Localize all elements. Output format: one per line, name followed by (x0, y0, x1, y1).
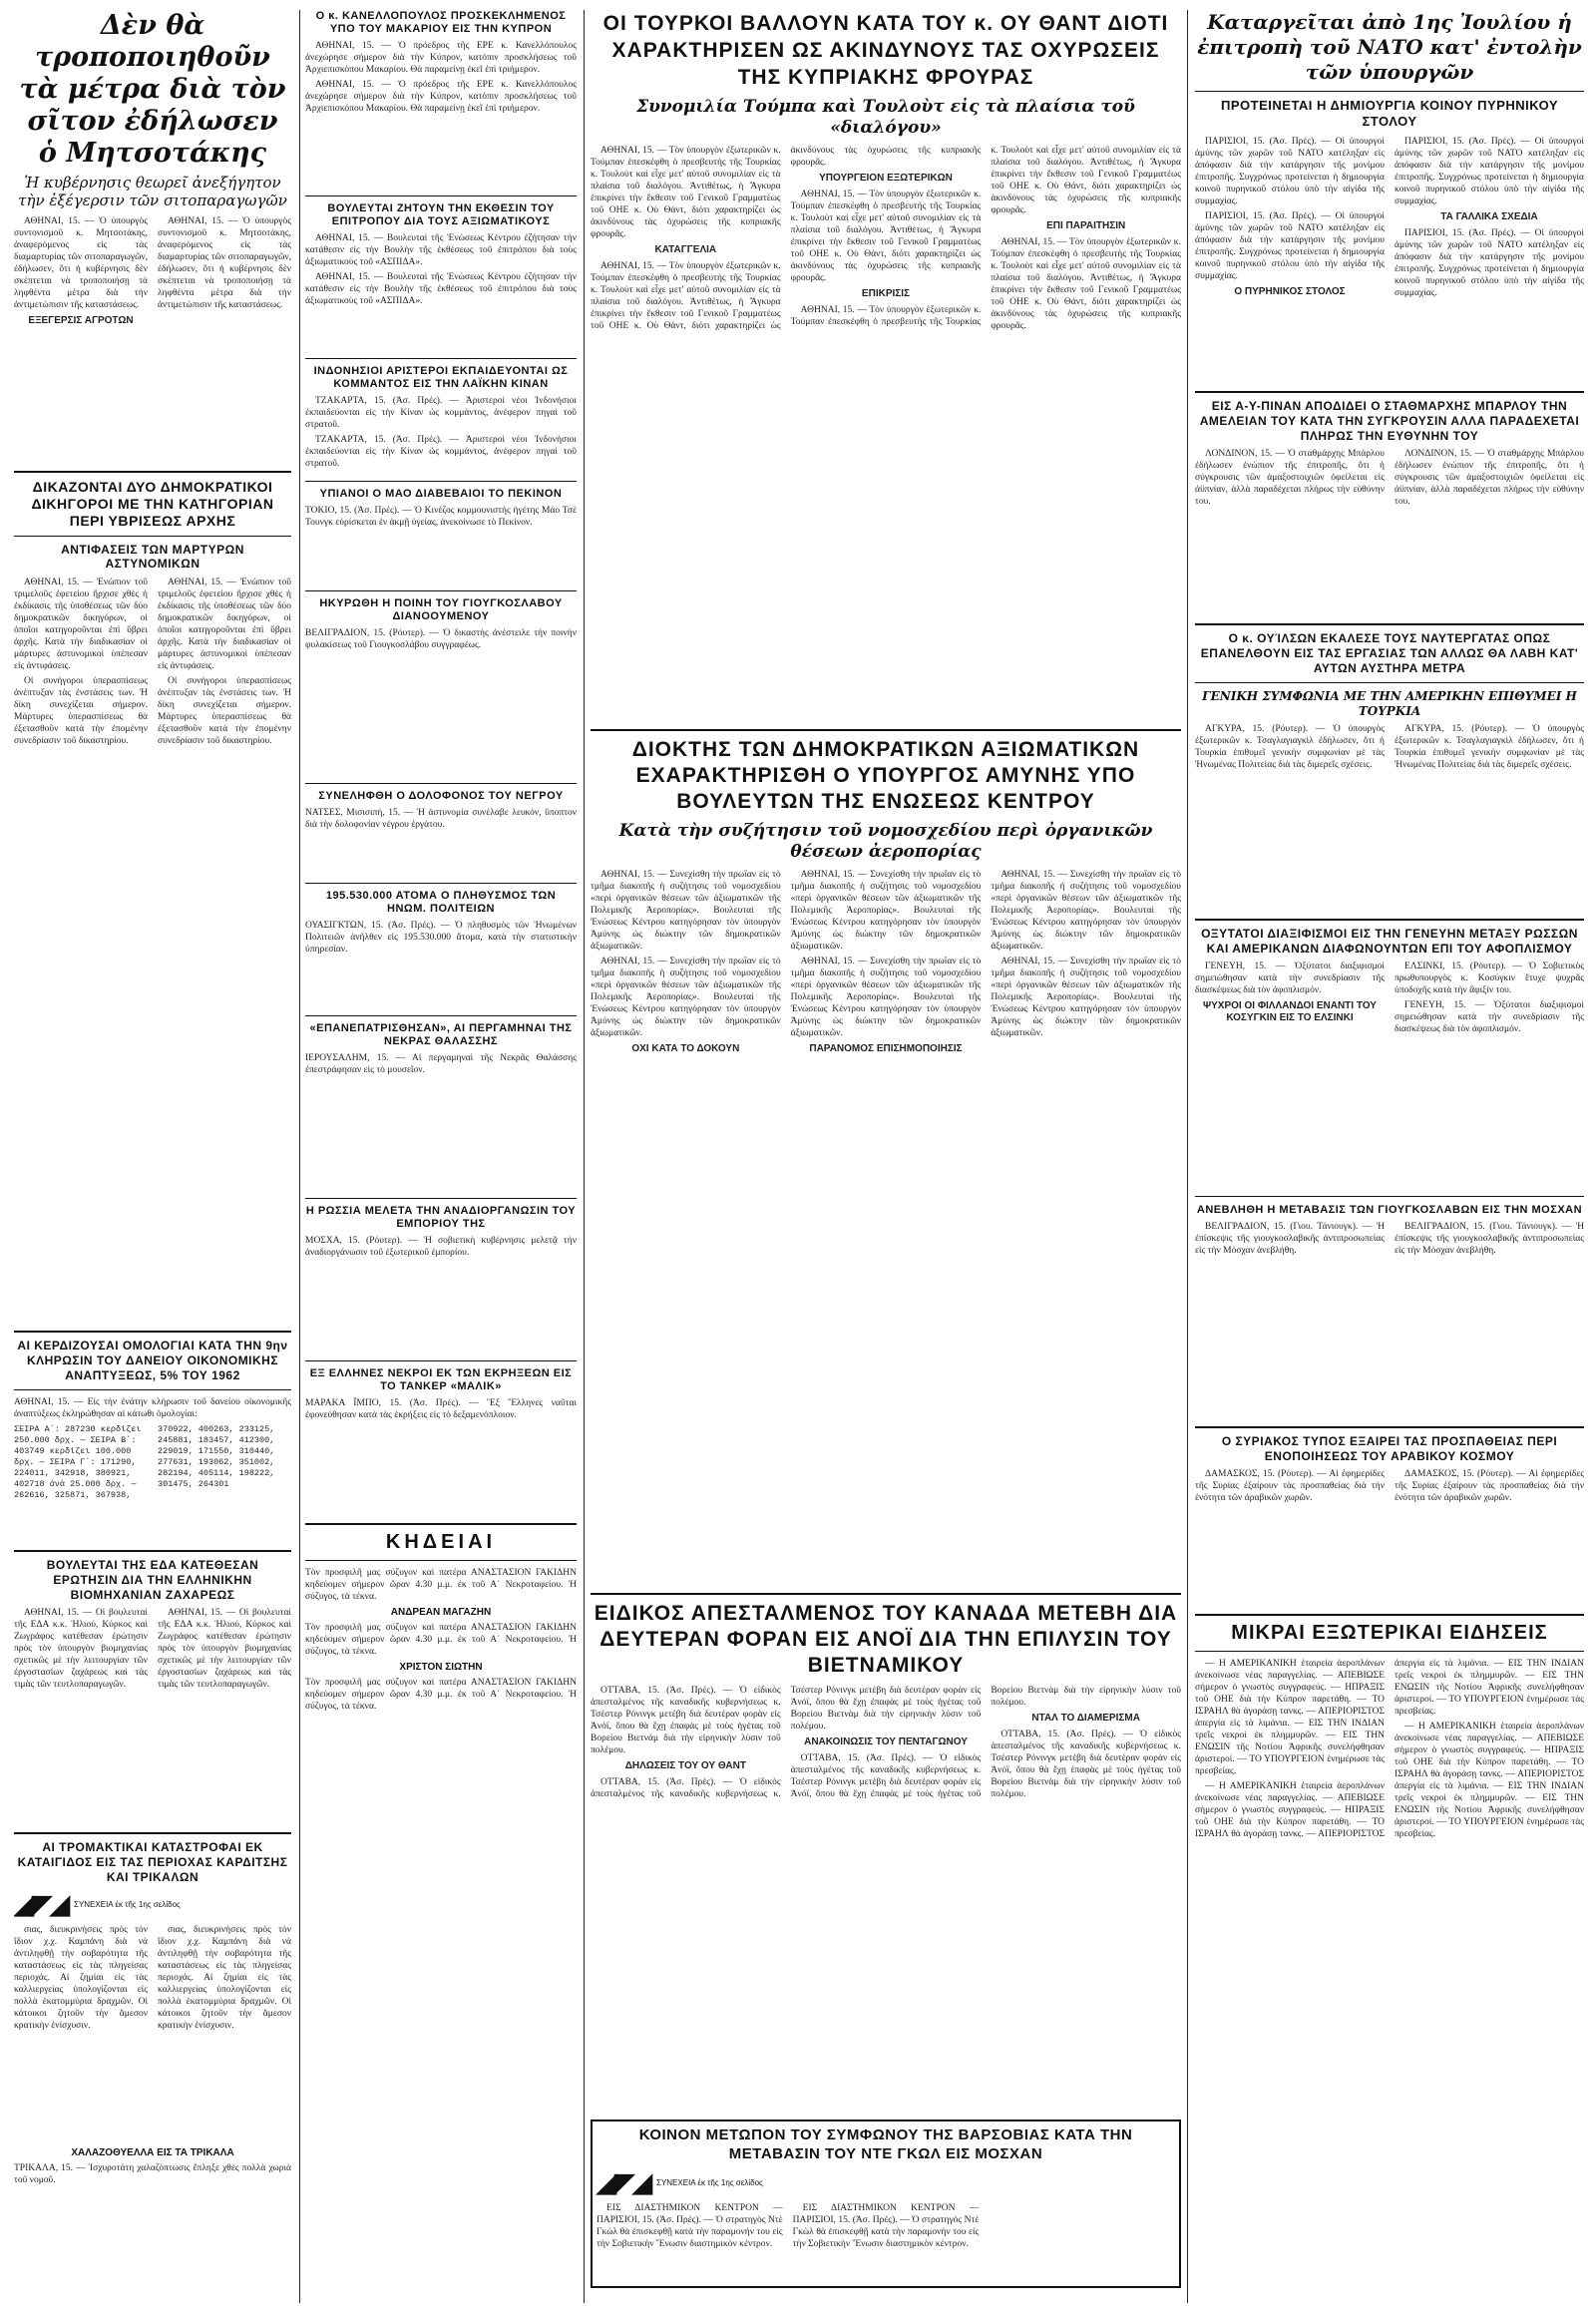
article-subhead: ΥΠΟΥΡΓΕΙΟΝ ΕΞΩΤΕΡΙΚΩΝ (819, 173, 953, 184)
headline-officers: ΔΙΟΚΤΗΣ ΤΩΝ ΔΗΜΟΚΡΑΤΙΚΩΝ ΑΞΙΩΜΑΤΙΚΩΝ ΕΧΑΡΑΚΤΗΡΙΣΘΗ Ο ΥΠΟΥΡΓΟΣ ΑΜΥΝΗΣ ΥΠΟ ΒΟΥΛΕΥΤΩΝ ΤΗΣ ΕΝΩΣΕΩΣ ΚΕΝΤΡΟΥ (631, 738, 1140, 813)
article-paragraph: ΑΘΗΝΑΙ, 15. — Βουλευταὶ τῆς Ἑνώσεως Κέντρου ἐζήτησαν τὴν κατάθεσιν εἰς τὴν Βουλὴν τῆς ἐκθέσεως τοῦ ἐπιτρόπου διὰ τοὺς ἀξιωματικοὺς τοῦ «ΑΣΠΙΔΑ». (305, 272, 577, 306)
headline-finland: ΨΥΧΡΟΙ ΟΙ ΦΙΛΛΑΝΔΟΙ ΕΝΑΝΤΙ ΤΟΥ ΚΟΣΥΓΚΙΝ ΕΙΣ ΤΟ ΕΛΣΙΝΚΙ (1203, 1000, 1377, 1023)
article-kanellopoulos (305, 40, 577, 190)
article-paragraph: ΑΘΗΝΑΙ, 15. — Τὸν ὑπουργὸν ἐξωτερικῶν κ. Τούμπαν ἐπεσκέφθη ὁ πρεσβευτὴς τῆς Τουρκίας κ. Τουλοὺτ καὶ εἶχε μετ' αὐτοῦ συνομιλίαν εἰς τὰ πλαίσια τοῦ διαλόγου. Ἀντιθέτως, ἡ Ἄγκυρα ἐπικρίνει τὴν ἔκθεσιν τοῦ Γενικοῦ Γραμματέως τοῦ ΟΗΕ κ. Οὺ Θάντ, διότι χαρακτηρίζει ὡς ἀκινδύνους τὰς ὀχυρώσεις τῆς κυπριακῆς φρουρᾶς. (991, 237, 1181, 331)
article-indonesia (305, 395, 577, 475)
article-paragraph: — Η ΑΜΕΡΙΚΑΝΙΚΗ ἑταιρεία ἀεροπλάνων ἀνεκοίνωσε νέας παραγγελίας. — ΑΠΕΒΙΩΣΕ σήμερον ὁ γνωστὸς συγγραφεύς. — ΗΠΡΑΞΙΣ τοῦ ΟΗΕ διὰ τὴν Κύπρον παρετάθη. — ΤΟ ΙΣΡΑΗΛ θὰ ἀγοράσῃ τανκς. — ΑΠΕΡΙΟΡΙΣΤΟΣ ἀπεργία εἰς τὰ λιμάνια. — ΕΙΣ ΤΗΝ ΙΝΔΙΑΝ τρεῖς νεκροὶ ἐκ πλημμυρῶν. — ΕΙΣ ΤΗΝ ΕΝΩΣΙΝ τῆς Νοτίου Ἀφρικῆς συνελήφθησαν ἀριστεροί. — ΤΟ ΥΠΟΥΡΓΕΙΟΝ ἐνημέρωσε τὰς πρεσβείας. (1195, 1659, 1584, 1839)
article-paragraph: ΑΘΗΝΑΙ, 15. — Ὁ πρόεδρος τῆς ΕΡΕ κ. Κανελλόπουλος ἀνεχώρησε σήμερον διὰ τὴν Κύπρον, κατόπιν προσκλήσεως τοῦ Ἀρχιεπισκόπου Μακαρίου. Θὰ παραμείνῃ ἐκεῖ ἐπὶ τριήμερον. (305, 41, 577, 75)
article-paragraph: ΑΘΗΝΑΙ, 15. — Συνεχίσθη τὴν πρωΐαν εἰς τὸ τμῆμα διακοπῆς ἡ συζήτησις τοῦ νομοσχεδίου «περὶ ὀργανικῶν θέσεων τῶν ἀξιωματικῶν τῆς Πολεμικῆς Ἀεροπορίας». Βουλευταὶ τῆς Ἑνώσεως Κέντρου κατηγόρησαν τὸν ὑπουργὸν Ἀμύνης ὡς διώκτην τῶν δημοκρατικῶν ἀξιωματικῶν. (991, 870, 1181, 952)
article-subhead: Ο ΠΥΡΗΝΙΚΟΣ ΣΤΟΛΟΣ (1234, 286, 1346, 297)
article-paragraph: ΒΕΛΙΓΡΑΔΙΟΝ, 15. (Γιου. Τάνιουγκ). — Ἡ ἐπίσκεψις τῆς γιουγκοσλαβικῆς ἀντιπροσωπείας εἰς τὴν Μόσχαν ἀνεβλήθη. (1395, 1222, 1584, 1256)
article-wheat (14, 215, 291, 465)
headline-storm: ΑΙ ΤΡΟΜΑΚΤΙΚΑΙ ΚΑΤΑΣΤΡΟΦΑΙ ΕΚ ΚΑΤΑΙΓΙΔΟΣ ΕΙΣ ΤΑΣ ΠΕΡΙΟΧΑΣ ΚΑΡΔΙΤΣΗΣ ΚΑΙ ΤΡΙΚΑΛΩΝ (17, 1840, 288, 1884)
article-paragraph: ΑΘΗΝΑΙ, 15. — Οἱ βουλευταὶ τῆς ΕΔΑ κ.κ. Ἠλιού, Κύρκος καὶ Ζωγράφος κατέθεσαν ἐρώτησιν πρὸς τὸν ὑπουργὸν βιομηχανίας σχετικῶς μὲ τὴν λειτουργίαν τῶν ἐργοστασίων ζαχάρεως καὶ τὰς τιμὰς τῶν τευτλοπαραγωγῶν. (158, 1608, 291, 1690)
article-paragraph: ΑΘΗΝΑΙ, 15. — Συνεχίσθη τὴν πρωΐαν εἰς τὸ τμῆμα διακοπῆς ἡ συζήτησις τοῦ νομοσχεδίου «περὶ ὀργανικῶν θέσεων τῶν ἀξιωματικῶν τῆς Πολεμικῆς Ἀεροπορίας». Βουλευταὶ τῆς Ἑνώσεως Κέντρου κατηγόρησαν τὸν ὑπουργὸν Ἀμύνης ὡς διώκτην τῶν δημοκρατικῶν ἀξιωματικῶν. (991, 957, 1181, 1038)
headline-thant: ΟΙ ΤΟΥΡΚΟΙ ΒΑΛΛΟΥΝ ΚΑΤΑ ΤΟΥ κ. ΟΥ ΘΑΝΤ ΔΙΟΤΙ ΧΑΡΑΚΤΗΡΙΣΕΝ ΩΣ ΑΚΙΝΔΥΝΟΥΣ ΤΑΣ ΟΧΥΡΩΣΕΙΣ ΤΗΣ ΚΥΠΡΙΑΚΗΣ ΦΡΟΥΡΑΣ (602, 12, 1169, 89)
headline-bonds: ΑΙ ΚΕΡΔΙΖΟΥΣΑΙ ΟΜΟΛΟΓΙΑΙ ΚΑΤΑ ΤΗΝ 9ην ΚΛΗΡΩΣΙΝ ΤΟΥ ΔΑΝΕΙΟΥ ΟΙΚΟΝΟΜΙΚΗΣ ΑΝΑΠΤΥΞΕΩΣ, 5% ΤΟΥ 1962 (17, 1339, 288, 1382)
article-paragraph: ΠΑΡΙΣΙΟΙ, 15. (Ἀσ. Πρές). — Οἱ ὑπουργοὶ ἀμύνης τῶν χωρῶν τοῦ ΝΑΤΟ κατέληξαν εἰς ἀπόφασιν διὰ τὴν κατάργησιν τῆς μονίμου ἐπιτροπῆς. Συγχρόνως προτείνεται ἡ δημιουργία κοινοῦ πυρηνικοῦ στόλου ὑπὸ τὴν αἰγίδα τῆς συμμαχίας. (1395, 228, 1584, 298)
article-tanker: ΜΑΡΑΚΑ ΪΜΠΟ, 15. (Ἀσ. Πρές). — Ἓξ Ἕλληνες ναῦται ἐφονεύθησαν κατὰ τὰς ἐκρήξεις εἰς τὸ δεξαμενόπλοιον. (305, 1398, 577, 1420)
article-paragraph: ΟΤΤΑΒΑ, 15. (Ἀσ. Πρές). — Ὁ εἰδικὸς ἀπεσταλμένος τῆς καναδικῆς κυβερνήσεως κ. Τσέστερ Ρόνινγκ μετέβη διὰ δευτέραν φορὰν εἰς Ἀνόϊ, ὅπου θὰ ἔχῃ ἐπαφὰς μὲ τοὺς ἡγέτας τοῦ Βορείου Βιετνὰμ διὰ τὴν εἰρηνικὴν λύσιν τοῦ πολέμου. (790, 1686, 1181, 1799)
article-paragraph: ΑΓΚΥΡΑ, 15. (Ρόυτερ). — Ὁ ὑπουργὸς ἐξωτερικῶν κ. Τσαγλαγιαγκὶλ ἐδήλωσεν, ὅτι ἡ Τουρκία ἐπιθυμεῖ γενικὴν συμφωνίαν μὲ τὰς Ἡνωμένας Πολιτείας διὰ τὰς διμερεῖς σχέσεις. (1195, 724, 1385, 770)
headline-wheat: Δὲν θὰ τροποποιηθοῦν τὰ μέτρα διὰ τὸν σῖτον ἐδήλωσεν ὁ Μητσοτάκης (19, 10, 286, 169)
article-paragraph: ΠΑΡΙΣΙΟΙ, 15. (Ἀσ. Πρές). — Οἱ ὑπουργοὶ ἀμύνης τῶν χωρῶν τοῦ ΝΑΤΟ κατέληξαν εἰς ἀπόφασιν διὰ τὴν κατάργησιν τῆς μονίμου ἐπιτροπῆς. Συγχρόνως προτείνεται ἡ δημιουργία κοινοῦ πυρηνικοῦ στόλου ὑπὸ τὴν αἰγίδα τῆς συμμαχίας. (1195, 137, 1385, 206)
article-subhead: ΑΝΑΚΟΙΝΩΣΙΣ ΤΟΥ ΠΕΝΤΑΓΩΝΟΥ (804, 1736, 968, 1747)
bond-numbers: ΣΕΙΡΑ Α΄: 287230 κερδίζει 250.000 δρχ. — ΣΕΙΡΑ Β΄: 403749 κερδίζει 100.000 δρχ. — ΣΕΙΡΑ Γ΄: 171290, 224011, 342918, 380921, 402718 ἀνὰ 25.000 δρχ. — 262616, 325871, 367938, 370922, 400263, 233125, 245881, 183457, 412300, 229019, 171550, 310440, 277631, 193062, 351002, 282194, 405114, 198222, 301475, 264301 (14, 1424, 275, 1500)
article-yugoslavs-moscow (1195, 1221, 1584, 1420)
headline-syria: Ο ΣΥΡΙΑΚΟΣ ΤΥΠΟΣ ΕΞΑΙΡΕΙ ΤΑΣ ΠΡΟΣΠΑΘΕΙΑΣ ΠΕΡΙ ΕΝΟΠΟΙΗΣΕΩΣ ΤΟΥ ΑΡΑΒΙΚΟΥ ΚΟΣΜΟΥ (1221, 1434, 1558, 1463)
headline-funerals: ΚΗΔΕΙΑΙ (385, 1531, 497, 1553)
continuation-label: ΣΥΝΕΧΕΙΑ ἐκ τῆς 1ης σελίδος (74, 1900, 181, 1909)
article-paragraph: ΛΟΝΔΙΝΟΝ, 15. — Ὁ σταθμάρχης Μπάρλου ἐδήλωσεν ἐνώπιον τῆς ἐπιτροπῆς, ὅτι ἡ σύγκρουσις τῶν ἁμαξοστοιχιῶν ὀφείλεται εἰς ἀϋπνίαν, ἀλλὰ παραδέχεται πλήρως τὴν εὐθύνην του. (1395, 449, 1584, 507)
headline-soviet-trade: Η ΡΩΣΣΙΑ ΜΕΛΕΤΑ ΤΗΝ ΑΝΑΔΙΟΡΓΑΝΩΣΙΝ ΤΟΥ ΕΜΠΟΡΙΟΥ ΤΗΣ (305, 1205, 577, 1230)
headline-wilson-sailors: Ο κ. ΟΥΊΛΣΩΝ ΕΚΑΛΕΣΕ ΤΟΥΣ ΝΑΥΤΕΡΓΑΤΑΣ ΟΠΩΣ ΕΠΑΝΕΛΘΟΥΝ ΕΙΣ ΤΑΣ ΕΡΓΑΣΙΑΣ ΤΩΝ ΑΛΛΩΣ ΘΑ ΛΑΒΗ ΚΑΤ' ΑΥΤΩΝ ΑΥΣΤΗΡΑ ΜΕΤΡΑ (1200, 631, 1579, 675)
article-murderer: ΝΑΤΣΕΣ, Μισισιπή, 15. — Ἡ ἀστυνομία συνέλαβε λευκόν, ὕποπτον διὰ τὴν δολοφονίαν νέγρου ἐργάτου. (305, 808, 577, 830)
column-5 (1195, 10, 1584, 2303)
article-officers-report (305, 232, 577, 352)
subheadline-nato: ΠΡΟΤΕΙΝΕΤΑΙ Η ΔΗΜΙΟΥΡΓΙΑ ΚΟΙΝΟΥ ΠΥΡΗΝΙΚΟΥ ΣΤΟΛΟΥ (1220, 98, 1559, 129)
article-yugoslav-sentence: ΒΕΛΙΓΡΑΔΙΟΝ, 15. (Ρόυτερ). — Ὁ δικαστὴς ἀνέστειλε τὴν ποινὴν φυλακίσεως τοῦ Γιουγκοσλάβου συγγραφέως. (305, 628, 577, 650)
article-paragraph: Οἱ συνήγοροι ὑπερασπίσεως ἀνέπτυξαν τὰς ἐνστάσεις των. Ἡ δίκη συνεχίζεται σήμερον. Μάρτυρες ὑπερασπίσεως θὰ ἐξετασθοῦν κατὰ τὴν ἐπομένην συνεδρίασιν τοῦ δικαστηρίου. (14, 676, 148, 746)
article-syria (1195, 1468, 1584, 1608)
column-rule (584, 10, 585, 2303)
article-sugar (14, 1607, 291, 1826)
article-paragraph: ΠΑΡΙΣΙΟΙ, 15. (Ἀσ. Πρές). — Οἱ ὑπουργοὶ ἀμύνης τῶν χωρῶν τοῦ ΝΑΤΟ κατέληξαν εἰς ἀπόφασιν διὰ τὴν κατάργησιν τῆς μονίμου ἐπιτροπῆς. Συγχρόνως προτείνεται ἡ δημιουργία κοινοῦ πυρηνικοῦ στόλου ὑπὸ τὴν αἰγίδα τῆς συμμαχίας. (1195, 211, 1385, 281)
article-paragraph: ΒΕΛΙΓΡΑΔΙΟΝ, 15. (Γιου. Τάνιουγκ). — Ἡ ἐπίσκεψις τῆς γιουγκοσλαβικῆς ἀντιπροσωπείας εἰς τὴν Μόσχαν ἀνεβλήθη. (1195, 1222, 1385, 1256)
column-rule (299, 10, 300, 2303)
headline-barlow: ΕΙΣ Α-Υ-ΠΙΝΑΝ ΑΠΟΔΙΔΕΙ Ο ΣΤΑΘΜΑΡΧΗΣ ΜΠΑΡΛΟΥ ΤΗΝ ΑΜΕΛΕΙΑΝ ΤΟΥ ΚΑΤΑ ΤΗΝ ΣΥΓΚΡΟΥΣΙΝ ΑΛΛΑ ΠΑΡΑΔΕΧΕΤΑΙ ΠΛΗΡΩΣ ΤΗΝ ΕΥΘΥΝΗΝ ΤΟΥ (1199, 399, 1580, 443)
funeral-notice: Τὸν προσφιλῆ μας σύζυγον καὶ πατέρα ΑΝΑΣΤΑΣΙΟΝ ΓΑΚΙΔΗΝ κηδεύομεν σήμερον ὥραν 4.30 μ.μ. ἐκ τοῦ Α΄ Νεκροταφείου. Ἡ σύζυγος, τὰ τέκνα. (305, 1568, 577, 1602)
article-paragraph: ΑΘΗΝΑΙ, 15. — Οἱ βουλευταὶ τῆς ΕΔΑ κ.κ. Ἠλιού, Κύρκος καὶ Ζωγράφος κατέθεσαν ἐρώτησιν πρὸς τὸν ὑπουργὸν βιομηχανίας σχετικῶς μὲ τὴν λειτουργίαν τῶν ἐργοστασίων ζαχάρεως καὶ τὰς τιμὰς τῶν τευτλοπαραγωγῶν. (14, 1608, 148, 1690)
article-paragraph: ΑΓΚΥΡΑ, 15. (Ρόυτερ). — Ὁ ὑπουργὸς ἐξωτερικῶν κ. Τσαγλαγιαγκὶλ ἐδήλωσεν, ὅτι ἡ Τουρκία ἐπιθυμεῖ γενικὴν συμφωνίαν μὲ τὰς Ἡνωμένας Πολιτείας διὰ τὰς διμερεῖς σχέσεις. (1395, 724, 1584, 770)
article-paragraph: ΑΘΗΝΑΙ, 15. — Συνεχίσθη τὴν πρωΐαν εἰς τὸ τμῆμα διακοπῆς ἡ συζήτησις τοῦ νομοσχεδίου «περὶ ὀργανικῶν θέσεων τῶν ἀξιωματικῶν τῆς Πολεμικῆς Ἀεροπορίας». Βουλευταὶ τῆς Ἑνώσεως Κέντρου κατηγόρησαν τὸν ὑπουργὸν Ἀμύνης ὡς διώκτην τῶν δημοκρατικῶν ἀξιωματικῶν. (591, 870, 781, 952)
article-nato (1195, 136, 1584, 385)
subheadline-turkey-us: ΓΕΝΙΚΗ ΣΥΜΦΩΝΙΑ ΜΕ ΤΗΝ ΑΜΕΡΙΚΗΝ ΕΠΙΘΥΜΕΙ Η ΤΟΥΡΚΙΑ (1202, 689, 1577, 718)
headline-officers-report: ΒΟΥΛΕΥΤΑΙ ΖΗΤΟΥΝ ΤΗΝ ΕΚΘΕΣΙΝ ΤΟΥ ΕΠΙΤΡΟΠΟΥ ΔΙΑ ΤΟΥΣ ΑΞΙΩΜΑΤΙΚΟΥΣ (327, 202, 555, 227)
article-dateline: ΑΘΗΝΑΙ, 15. — Ἐνώπιον τοῦ τριμελοῦς ἐφετείου ἤρχισε χθὲς ἡ ἐκδίκασις τῆς ὑποθέσεως τῶν δύο δημοκρατικῶν δικηγόρων, οἱ ὁποῖοι κατηγοροῦνται ἐπὶ ὕβρει ἀρχῆς. Κατὰ τὴν διαδικασίαν οἱ μάρτυρες ἀστυνομικοὶ ὑπέπεσαν εἰς ἀντιφάσεις. (14, 578, 148, 671)
article-dateline: ΑΘΗΝΑΙ, 15. — Ὁ ὑπουργὸς συντονισμοῦ κ. Μητσοτάκης, ἀναφερόμενος εἰς τὰς διαμαρτυρίας τῶν σιτοπαραγωγῶν, ἐδήλωσεν, ὅτι ἡ κυβέρνησις δὲν σκέπτεται νὰ τροποποιήσῃ τὰ ληφθέντα μέτρα διὰ τὴν ἀντιμετώπισιν τῆς καταστάσεως. (14, 216, 148, 310)
headline-canada-envoy: ΕΙΔΙΚΟΣ ΑΠΕΣΤΑΛΜΕΝΟΣ ΤΟΥ ΚΑΝΑΔΑ ΜΕΤΕΒΗ ΔΙΑ ΔΕΥΤΕΡΑΝ ΦΟΡΑΝ ΕΙΣ ΑΝΟΪ ΔΙΑ ΤΗΝ ΕΠΙΛΥΣΙΝ ΤΟΥ ΒΙΕΤΝΑΜΙΚΟΥ (594, 1602, 1178, 1677)
article-paragraph: ΕΙΣ ΔΙΑΣΤΗΜΙΚΟΝ ΚΕΝΤΡΟΝ — ΠΑΡΙΣΙΟΙ, 15. (Ἀσ. Πρές). — Ὁ στρατηγὸς Ντὲ Γκὼλ θὰ ἐπισκεφθῇ κατὰ τὴν παραμονήν του εἰς τὴν Σοβιετικὴν Ἕνωσιν διαστημικὸν κέντρον. (792, 2203, 980, 2249)
article-subhead: ΕΠΙΚΡΙΣΙΣ (861, 288, 911, 299)
article-subhead: ΕΠΙ ΠΑΡΑΙΤΗΣΙΝ (1046, 220, 1126, 231)
article-paragraph: ΛΟΝΔΙΝΟΝ, 15. — Ὁ σταθμάρχης Μπάρλου ἐδήλωσεν ἐνώπιον τῆς ἐπιτροπῆς, ὅτι ἡ σύγκρουσις τῶν ἁμαξοστοιχιῶν ὀφείλεται εἰς ἀϋπνίαν, ἀλλὰ παραδέχεται πλήρως τὴν εὐθύνην του. (1195, 449, 1385, 507)
funeral-name: ΑΝΔΡΕΑΝ ΜΑΓΑΖΗΝ (390, 1607, 492, 1618)
article-paragraph: ΑΘΗΝΑΙ, 15. — Ὁ ὑπουργὸς συντονισμοῦ κ. Μητσοτάκης, ἀναφερόμενος εἰς τὰς διαμαρτυρίας τῶν σιτοπαραγωγῶν, ἐδήλωσεν, ὅτι ἡ κυβέρνησις δὲν σκέπτεται νὰ τροποποιήσῃ τὰ ληφθέντα μέτρα διὰ τὴν ἀντιμετώπισιν τῆς καταστάσεως. (158, 216, 291, 310)
continuation-logo: ◢◤◢ (597, 2167, 650, 2197)
article-paragraph: ΑΘΗΝΑΙ, 15. — Συνεχίσθη τὴν πρωΐαν εἰς τὸ τμῆμα διακοπῆς ἡ συζήτησις τοῦ νομοσχεδίου «περὶ ὀργανικῶν θέσεων τῶν ἀξιωματικῶν τῆς Πολεμικῆς Ἀεροπορίας». Βουλευταὶ τῆς Ἑνώσεως Κέντρου κατηγόρησαν τὸν ὑπουργὸν Ἀμύνης ὡς διώκτην τῶν δημοκρατικῶν ἀξιωματικῶν. (790, 870, 982, 952)
article-turkey-us (1195, 723, 1584, 913)
article-paragraph: ΑΘΗΝΑΙ, 15. — Συνεχίσθη τὴν πρωΐαν εἰς τὸ τμῆμα διακοπῆς ἡ συζήτησις τοῦ νομοσχεδίου «περὶ ὀργανικῶν θέσεων τῶν ἀξιωματικῶν τῆς Πολεμικῆς Ἀεροπορίας». Βουλευταὶ τῆς Ἑνώσεως Κέντρου κατηγόρησαν τὸν ὑπουργὸν Ἀμύνης ὡς διώκτην τῶν δημοκρατικῶν ἀξιωματικῶν. (591, 957, 781, 1038)
article-paragraph: ΟΤΤΑΒΑ, 15. (Ἀσ. Πρές). — Ὁ εἰδικὸς ἀπεσταλμένος τῆς καναδικῆς κυβερνήσεως κ. Τσέστερ Ρόνινγκ μετέβη διὰ δευτέραν φορὰν εἰς Ἀνόϊ, ὅπου θὰ ἔχῃ ἐπαφὰς μὲ τοὺς ἡγέτας τοῦ Βορείου Βιετνὰμ διὰ τὴν εἰρηνικὴν λύσιν τοῦ πολέμου. (591, 1686, 982, 1799)
article-paragraph: ΓΕΝΕΥΗ, 15. — Ὀξύτατοι διαξιφισμοὶ σημειώθησαν κατὰ τὴν συνεδρίασιν τῆς διασκέψεως διὰ τὸν ἀφοπλισμόν. (1195, 962, 1385, 995)
article-paragraph: — Η ΑΜΕΡΙΚΑΝΙΚΗ ἑταιρεία ἀεροπλάνων ἀνεκοίνωσε νέας παραγγελίας. — ΑΠΕΒΙΩΣΕ σήμερον ὁ γνωστὸς συγγραφεύς. — ΗΠΡΑΞΙΣ τοῦ ΟΗΕ διὰ τὴν Κύπρον παρετάθη. — ΤΟ ΙΣΡΑΗΛ θὰ ἀγοράσῃ τανκς. — ΑΠΕΡΙΟΡΙΣΤΟΣ ἀπεργία εἰς τὰ λιμάνια. — ΕΙΣ ΤΗΝ ΙΝΔΙΑΝ τρεῖς νεκροὶ ἐκ πλημμυρῶν. — ΕΙΣ ΤΗΝ ΕΝΩΣΙΝ τῆς Νοτίου Ἀφρικῆς συνελήφθησαν ἀριστεροί. — ΤΟ ΥΠΟΥΡΓΕΙΟΝ ἐνημέρωσε τὰς πρεσβείας. (1395, 1722, 1584, 1839)
article-paragraph: ΤΖΑΚΑΡΤΑ, 15. (Ἀσ. Πρές). — Ἀριστεροὶ νέοι Ἰνδονήσιοι ἐκπαιδεύονται εἰς τὴν Κίναν ὡς κομμάντος, ἀνέφερον πηγαὶ τοῦ στρατοῦ. (305, 396, 577, 430)
subhead-hail: ΧΑΛΑΖΟΘΥΕΛΛΑ ΕΙΣ ΤΑ ΤΡΙΚΑΛΑ (71, 2147, 234, 2158)
headline-sugar: ΒΟΥΛΕΥΤΑΙ ΤΗΣ ΕΔΑ ΚΑΤΕΘΕΣΑΝ ΕΡΩΤΗΣΙΝ ΔΙΑ ΤΗΝ ΕΛΛΗΝΙΚΗΝ ΒΙΟΜΗΧΑΝΙΑΝ ΖΑΧΑΡΕΩΣ (46, 1558, 259, 1602)
article-scrolls: ΙΕΡΟΥΣΑΛΗΜ, 15. — Αἱ περγαμηναὶ τῆς Νεκρᾶς Θαλάσσης ἐπεστράφησαν εἰς τὸ μουσεῖον. (305, 1053, 577, 1075)
article-mao: ΤΟΚΙΟ, 15. (Ἀσ. Πρές). — Ὁ Κινέζος κομμουνιστὴς ἡγέτης Μάο Τσὲ Τουνγκ εὑρίσκεται ἐν ἀκμῇ ὑγείας, ἀνεκοίνωσε τὸ Πεκίνον. (305, 506, 577, 528)
headline-population: 195.530.000 ΑΤΟΜΑ Ο ΠΛΗΘΥΣΜΟΣ ΤΩΝ ΗΝΩΜ. ΠΟΛΙΤΕΙΩΝ (325, 890, 557, 915)
article-paragraph: ΑΘΗΝΑΙ, 15. — Ὁ πρόεδρος τῆς ΕΡΕ κ. Κανελλόπουλος ἀνεχώρησε σήμερον διὰ τὴν Κύπρον, κατόπιν προσκλήσεως τοῦ Ἀρχιεπισκόπου Μακαρίου. Θὰ παραμείνῃ ἐκεῖ ἐπὶ τριήμερον. (305, 80, 577, 114)
article-paragraph: σιας, διευκρινήσεις πρὸς τὸν ἴδιον χ.χ. Καμπάνη διὰ νὰ ἀντιληφθῇ τὴν σοβαρότητα τῆς καταστάσεως εἰς τὰς πληγείσας περιοχάς. Αἱ ζημίαι εἰς τὰς καλλιεργείας ὑπολογίζονται εἰς πολλὰ ἑκατομμύρια δραχμῶν. Οἱ κάτοικοι ζητοῦν τὴν ἄμεσον κρατικὴν ἐνίσχυσιν. (158, 1925, 291, 2031)
article-paragraph: ΟΤΤΑΒΑ, 15. (Ἀσ. Πρές). — Ὁ εἰδικὸς ἀπεσταλμένος τῆς καναδικῆς κυβερνήσεως κ. Τσέστερ Ρόνινγκ μετέβη διὰ δευτέραν φορὰν εἰς Ἀνόϊ, ὅπου θὰ ἔχῃ ἐπαφὰς μὲ τοὺς ἡγέτας τοῦ Βορείου Βιετνὰμ διὰ τὴν εἰρηνικὴν λύσιν τοῦ πολέμου. (591, 1686, 781, 1755)
article-lawyers (14, 577, 291, 1325)
article-paragraph: ΑΘΗΝΑΙ, 15. — Συνεχίσθη τὴν πρωΐαν εἰς τὸ τμῆμα διακοπῆς ἡ συζήτησις τοῦ νομοσχεδίου «περὶ ὀργανικῶν θέσεων τῶν ἀξιωματικῶν τῆς Πολεμικῆς Ἀεροπορίας». Βουλευταὶ τῆς Ἑνώσεως Κέντρου κατηγόρησαν τὸν ὑπουργὸν Ἀμύνης ὡς διώκτην τῶν δημοκρατικῶν ἀξιωματικῶν. (790, 957, 982, 1038)
headline-scrolls: «ΕΠΑΝΕΠΑΤΡΙΣΘΗΣΑΝ», ΑΙ ΠΕΡΓΑΜΗΝΑΙ ΤΗΣ ΝΕΚΡΑΣ ΘΑΛΑΣΣΗΣ (309, 1022, 573, 1047)
article-storm (14, 1924, 291, 2143)
funeral-notice: Τὸν προσφιλῆ μας σύζυγον καὶ πατέρα ΑΝΑΣΤΑΣΙΟΝ ΓΑΚΙΔΗΝ κηδεύομεν σήμερον ὥραν 4.30 μ.μ. ἐκ τοῦ Α΄ Νεκροταφείου. Ἡ σύζυγος, τὰ τέκνα. (305, 1678, 577, 1712)
headline-kanellopoulos: Ο κ. ΚΑΝΕΛΛΟΠΟΥΛΟΣ ΠΡΟΣΚΕΚΛΗΜΕΝΟΣ ΥΠΟ ΤΟΥ ΜΑΚΑΡΙΟΥ ΕΙΣ ΤΗΝ ΚΥΠΡΟΝ (315, 10, 567, 35)
article-population: ΟΥΑΣΙΓΚΤΩΝ, 15. (Ἀσ. Πρές). — Ὁ πληθυσμὸς τῶν Ἡνωμένων Πολιτειῶν ἀνῆλθεν εἰς 195.530.000 ἄτομα, κατὰ τὴν στατιστικὴν ὑπηρεσίαν. (305, 921, 577, 955)
article-paragraph: ΕΛΣΙΝΚΙ, 15. (Ρόυτερ). — Ὁ Σοβιετικὸς πρωθυπουργὸς κ. Κοσύγκιν ἔτυχε ψυχρᾶς ὑποδοχῆς κατὰ τὴν ἄφιξίν του. (1395, 962, 1584, 995)
article-paragraph: ΠΑΡΙΣΙΟΙ, 15. (Ἀσ. Πρές). — Οἱ ὑπουργοὶ ἀμύνης τῶν χωρῶν τοῦ ΝΑΤΟ κατέληξαν εἰς ἀπόφασιν διὰ τὴν κατάργησιν τῆς μονίμου ἐπιτροπῆς. Συγχρόνως προτείνεται ἡ δημιουργία κοινοῦ πυρηνικοῦ στόλου ὑπὸ τὴν αἰγίδα τῆς συμμαχίας. (1395, 137, 1584, 206)
headline-foreign-briefs: ΜΙΚΡΑΙ ΕΞΩΤΕΡΙΚΑΙ ΕΙΔΗΣΕΙΣ (1231, 1622, 1548, 1644)
article-subhead: ΤΑ ΓΑΛΛΙΚΑ ΣΧΕΔΙΑ (1440, 211, 1538, 222)
headline-warsaw-pact: ΚΟΙΝΟΝ ΜΕΤΩΠΟΝ ΤΟΥ ΣΥΜΦΩΝΟΥ ΤΗΣ ΒΑΡΣΟΒΙΑΣ ΚΑΤΑ ΤΗΝ ΜΕΤΑΒΑΣΙΝ ΤΟΥ ΝΤΕ ΓΚΩΛ ΕΙΣ ΜΟΣΧΑΝ (638, 2126, 1133, 2162)
column-2 (305, 10, 577, 2303)
headline-disarmament: ΟΞΥΤΑΤΟΙ ΔΙΑΞΙΦΙΣΜΟΙ ΕΙΣ ΤΗΝ ΓΕΝΕΥΗΝ ΜΕΤΑΞΥ ΡΩΣΣΩΝ ΚΑΙ ΑΜΕΡΙΚΑΝΩΝ ΔΙΑΦΩΝΟΥΝΤΩΝ ΕΠΙ ΤΟΥ ΑΦΟΠΛΙΣΜΟΥ (1201, 927, 1578, 956)
headline-yugoslavs-moscow: ΑΝΕΒΛΗΘΗ Η ΜΕΤΑΒΑΣΙΣ ΤΩΝ ΓΙΟΥΓΚΟΣΛΑΒΩΝ ΕΙΣ ΤΗΝ ΜΟΣΧΑΝ (1196, 1204, 1583, 1216)
article-paragraph: σιας, διευκρινήσεις πρὸς τὸν ἴδιον χ.χ. Καμπάνη διὰ νὰ ἀντιληφθῇ τὴν σοβαρότητα τῆς καταστάσεως εἰς τὰς πληγείσας περιοχάς. Αἱ ζημίαι εἰς τὰς καλλιεργείας ὑπολογίζονται εἰς πολλὰ ἑκατομμύρια δραχμῶν. Οἱ κάτοικοι ζητοῦν τὴν ἄμεσον κρατικὴν ἐνίσχυσιν. (14, 1925, 148, 2031)
article-paragraph: ΔΑΜΑΣΚΟΣ, 15. (Ρόυτερ). — Αἱ ἐφημερίδες τῆς Συρίας ἐξαίρουν τὰς προσπαθείας διὰ τὴν ἑνότητα τῶν ἀραβικῶν χωρῶν. (1195, 1469, 1385, 1503)
subheadline-officers: Κατὰ τὴν συζήτησιν τοῦ νομοσχεδίου περὶ ὀργανικῶν θέσεων ἀεροπορίας (618, 821, 1153, 862)
article-subhead: ΟΧΙ ΚΑΤΑ ΤΟ ΔΟΚΟΥΝ (631, 1043, 740, 1054)
box-warsaw-pact (591, 2120, 1181, 2288)
headline-mao: ΥΠΙΑΝΟΙ Ο ΜΑΟ ΔΙΑΒΕΒΑΙΟΙ ΤΟ ΠΕΚΙΝΟΝ (319, 488, 563, 500)
article-paragraph: ΕΙΣ ΔΙΑΣΤΗΜΙΚΟΝ ΚΕΝΤΡΟΝ — ΠΑΡΙΣΙΟΙ, 15. (Ἀσ. Πρές). — Ὁ στρατηγὸς Ντὲ Γκὼλ θὰ ἐπισκεφθῇ κατὰ τὴν παραμονήν του εἰς τὴν Σοβιετικὴν Ἕνωσιν διαστημικὸν κέντρον. (597, 2203, 783, 2249)
headline-nato: Καταργεῖται ἀπὸ 1ης Ἰουλίου ἡ ἐπιτροπὴ τοῦ ΝΑΤΟ κατ' ἐντολὴν τῶν ὑπουργῶν (1197, 10, 1582, 84)
continuation-banner (14, 1889, 291, 1920)
article-barlow (1195, 448, 1584, 617)
article-subhead: ΠΑΡΑΝΟΜΟΣ ΕΠΙΣΗΜΟΠΟΙΗΣΙΣ (809, 1043, 963, 1054)
article-soviet-trade: ΜΟΣΧΑ, 15. (Ρόυτερ). — Ἡ σοβιετικὴ κυβέρνησις μελετᾷ τὴν ἀναδιοργάνωσιν τοῦ ἐξωτερικοῦ ἐμπορίου. (305, 1236, 577, 1258)
article-paragraph: ΓΕΝΕΥΗ, 15. — Ὀξύτατοι διαξιφισμοὶ σημειώθησαν κατὰ τὴν συνεδρίασιν τῆς διασκέψεως διὰ τὸν ἀφοπλισμόν. (1395, 1000, 1584, 1034)
article-warsaw-pact (597, 2202, 1175, 2282)
subheadline-lawyers: ΑΝΤΙΦΑΣΕΙΣ ΤΩΝ ΜΑΡΤΥΡΩΝ ΑΣΤΥΝΟΜΙΚΩΝ (61, 543, 244, 571)
article-paragraph: ΟΤΤΑΒΑ, 15. (Ἀσ. Πρές). — Ὁ εἰδικὸς ἀπεσταλμένος τῆς καναδικῆς κυβερνήσεως κ. Τσέστερ Ρόνινγκ μετέβη διὰ δευτέραν φορὰν εἰς Ἀνόϊ, ὅπου θὰ ἔχῃ ἐπαφὰς μὲ τοὺς ἡγέτας τοῦ Βορείου Βιετνὰμ διὰ τὴν εἰρηνικὴν λύσιν τοῦ πολέμου. (991, 1730, 1181, 1799)
article-paragraph: ΑΘΗΝΑΙ, 15. — Τὸν ὑπουργὸν ἐξωτερικῶν κ. Τούμπαν ἐπεσκέφθη ὁ πρεσβευτὴς τῆς Τουρκίας κ. Τουλοὺτ καὶ εἶχε μετ' αὐτοῦ συνομιλίαν εἰς τὰ πλαίσια τοῦ διαλόγου. Ἀντιθέτως, ἡ Ἄγκυρα ἐπικρίνει τὴν ἔκθεσιν τοῦ Γενικοῦ Γραμματέως τοῦ ΟΗΕ κ. Οὺ Θάντ, διότι χαρακτηρίζει ὡς ἀκινδύνους τὰς ὀχυρώσεις τῆς κυπριακῆς φρουρᾶς. (790, 146, 1181, 327)
column-rule (1187, 10, 1188, 2303)
article-paragraph: — Η ΑΜΕΡΙΚΑΝΙΚΗ ἑταιρεία ἀεροπλάνων ἀνεκοίνωσε νέας παραγγελίας. — ΑΠΕΒΙΩΣΕ σήμερον ὁ γνωστὸς συγγραφεύς. — ΗΠΡΑΞΙΣ τοῦ ΟΗΕ διὰ τὴν Κύπρον παρετάθη. — ΤΟ ΙΣΡΑΗΛ θὰ ἀγοράσῃ τανκς. — ΑΠΕΡΙΟΡΙΣΤΟΣ ἀπεργία εἰς τὰ λιμάνια. — ΕΙΣ ΤΗΝ ΙΝΔΙΑΝ τρεῖς νεκροὶ ἐκ πλημμυρῶν. — ΕΙΣ ΤΗΝ ΕΝΩΣΙΝ τῆς Νοτίου Ἀφρικῆς συνελήφθησαν ἀριστεροί. — ΤΟ ΥΠΟΥΡΓΕΙΟΝ ἐνημέρωσε τὰς πρεσβείας. (1195, 1659, 1385, 1776)
article-canada-envoy (591, 1685, 1181, 2114)
center-columns (591, 10, 1181, 2303)
article-paragraph: ΑΘΗΝΑΙ, 15. — Τὸν ὑπουργὸν ἐξωτερικῶν κ. Τούμπαν ἐπεσκέφθη ὁ πρεσβευτὴς τῆς Τουρκίας κ. Τουλοὺτ καὶ εἶχε μετ' αὐτοῦ συνομιλίαν εἰς τὰ πλαίσια τοῦ διαλόγου. Ἀντιθέτως, ἡ Ἄγκυρα ἐπικρίνει τὴν ἔκθεσιν τοῦ Γενικοῦ Γραμματέως τοῦ ΟΗΕ κ. Οὺ Θάντ, διότι χαρακτηρίζει ὡς ἀκινδύνους τὰς ὀχυρώσεις τῆς κυπριακῆς φρουρᾶς. (591, 146, 781, 239)
continuation-banner (597, 2167, 1175, 2198)
subheadline-thant: Συνομιλία Τούμπα καὶ Τουλοὺτ εἰς τὰ πλαίσια τοῦ «διαλόγου» (636, 97, 1135, 138)
headline-lawyers: ΔΙΚΑΖΟΝΤΑΙ ΔΥΟ ΔΗΜΟΚΡΑΤΙΚΟΙ ΔΙΚΗΓΟΡΟΙ ΜΕ ΤΗΝ ΚΑΤΗΓΟΡΙΑΝ ΠΕΡΙ ΥΒΡΙΣΕΩΣ ΑΡΧΗΣ (31, 479, 274, 529)
article-subhead: ΔΗΛΩΣΕΙΣ ΤΟΥ ΟΥ ΘΑΝΤ (624, 1760, 746, 1771)
article-paragraph: ΑΘΗΝΑΙ, 15. — Βουλευταὶ τῆς Ἑνώσεως Κέντρου ἐζήτησαν τὴν κατάθεσιν εἰς τὴν Βουλὴν τῆς ἐκθέσεως τοῦ ἐπιτρόπου διὰ τοὺς ἀξιωματικοὺς τοῦ «ΑΣΠΙΔΑ». (305, 233, 577, 267)
article-subhead: ΚΑΤΑΓΓΕΛΙΑ (654, 244, 717, 255)
column-1 (14, 10, 291, 2303)
continuation-logo: ◢◤◢ (14, 1889, 68, 1919)
article-hail: ΤΡΙΚΑΛΑ, 15. — Ἰσχυροτάτη χαλαζόπτωσις ἔπληξε χθὲς πολλὰ χωριὰ τοῦ νομοῦ. (14, 2163, 291, 2185)
funeral-notice: Τὸν προσφιλῆ μας σύζυγον καὶ πατέρα ΑΝΑΣΤΑΣΙΟΝ ΓΑΚΙΔΗΝ κηδεύομεν σήμερον ὥραν 4.30 μ.μ. ἐκ τοῦ Α΄ Νεκροταφείου. Ἡ σύζυγος, τὰ τέκνα. (305, 1623, 577, 1657)
funeral-name: ΧΡΙΣΤΟΝ ΣΙΩΤΗΝ (399, 1662, 483, 1673)
headline-indonesia: ΙΝΔΟΝΗΣΙΟΙ ΑΡΙΣΤΕΡΟΙ ΕΚΠΑΙΔΕΥΟΝΤΑΙ ΩΣ ΚΟΜΜΑΝΤΟΣ ΕΙΣ ΤΗΝ ΛΑΪΚΗΝ ΚΙΝΑΝ (313, 365, 569, 390)
article-paragraph: ΤΖΑΚΑΡΤΑ, 15. (Ἀσ. Πρές). — Ἀριστεροὶ νέοι Ἰνδονήσιοι ἐκπαιδεύονται εἰς τὴν Κίναν ὡς κομμάντος, ἀνέφερον πηγαὶ τοῦ στρατοῦ. (305, 435, 577, 469)
article-foreign-briefs (1195, 1658, 1584, 2077)
article-subhead: ΝΤΑΛ ΤΟ ΔΙΑΜΕΡΙΣΜΑ (1031, 1713, 1140, 1724)
article-bonds-intro: ΑΘΗΝΑΙ, 15. — Εἰς τὴν ἐνάτην κλήρωσιν τοῦ δανείου οἰκονομικῆς ἀναπτύξεως ἐκληρώθησαν αἱ κάτωθι ὁμολογίαι: (14, 1397, 291, 1419)
article-thant (591, 145, 1181, 723)
article-paragraph: ΑΘΗΝΑΙ, 15. — Ἐνώπιον τοῦ τριμελοῦς ἐφετείου ἤρχισε χθὲς ἡ ἐκδίκασις τῆς ὑποθέσεως τῶν δύο δημοκρατικῶν δικηγόρων, οἱ ὁποῖοι κατηγοροῦνται ἐπὶ ὕβρει ἀρχῆς. Κατὰ τὴν διαδικασίαν οἱ μάρτυρες ἀστυνομικοὶ ὑπέπεσαν εἰς ἀντιφάσεις. (158, 578, 291, 671)
continuation-label: ΣΥΝΕΧΕΙΑ ἐκ τῆς 1ης σελίδος (656, 2178, 763, 2187)
headline-murderer: ΣΥΝΕΛΗΦΘΗ Ο ΔΟΛΟΦΟΝΟΣ ΤΟΥ ΝΕΓΡΟΥ (318, 790, 564, 802)
article-paragraph: ΔΑΜΑΣΚΟΣ, 15. (Ρόυτερ). — Αἱ ἐφημερίδες τῆς Συρίας ἐξαίρουν τὰς προσπαθείας διὰ τὴν ἑνότητα τῶν ἀραβικῶν χωρῶν. (1395, 1469, 1584, 1503)
headline-yugoslav-sentence: ΗΚΥΡΩΘΗ Η ΠΟΙΝΗ ΤΟΥ ΓΙΟΥΓΚΟΣΛΑΒΟΥ ΔΙΑΝΟΟΥΜΕΝΟΥ (319, 597, 563, 622)
article-disarmament (1195, 961, 1584, 1190)
article-subhead: ΕΞΕΓΕΡΣΙΣ ΑΓΡΟΤΩΝ (28, 315, 134, 326)
headline-tanker: ΕΞ ΕΛΛΗΝΕΣ ΝΕΚΡΟΙ ΕΚ ΤΩΝ ΕΚΡΗΞΕΩΝ ΕΙΣ ΤΟ ΤΑΝΚΕΡ «ΜΑΛΙΚ» (309, 1367, 573, 1392)
subheadline-wheat: Ἡ κυβέρνησις θεωρεῖ ἀνεξήγητον τὴν ἐξέγερσιν τῶν σιτοπαραγωγῶν (18, 174, 287, 209)
article-paragraph: ΑΘΗΝΑΙ, 15. — Τὸν ὑπουργὸν ἐξωτερικῶν κ. Τούμπαν ἐπεσκέφθη ὁ πρεσβευτὴς τῆς Τουρκίας κ. Τουλοὺτ καὶ εἶχε μετ' αὐτοῦ συνομιλίαν εἰς τὰ πλαίσια τοῦ διαλόγου. Ἀντιθέτως, ἡ Ἄγκυρα ἐπικρίνει τὴν ἔκθεσιν τοῦ Γενικοῦ Γραμματέως τοῦ ΟΗΕ κ. Οὺ Θάντ, διότι χαρακτηρίζει ὡς ἀκινδύνους τὰς ὀχυρώσεις τῆς κυπριακῆς φρουρᾶς. (591, 146, 982, 331)
article-officers (591, 869, 1181, 1587)
article-paragraph: Οἱ συνήγοροι ὑπερασπίσεως ἀνέπτυξαν τὰς ἐνστάσεις των. Ἡ δίκη συνεχίζεται σήμερον. Μάρτυρες ὑπερασπίσεως θὰ ἐξετασθοῦν κατὰ τὴν ἐπομένην συνεδρίασιν τοῦ δικαστηρίου. (158, 676, 291, 746)
article-paragraph: ΑΘΗΝΑΙ, 15. — Τὸν ὑπουργὸν ἐξωτερικῶν κ. Τούμπαν ἐπεσκέφθη ὁ πρεσβευτὴς τῆς Τουρκίας κ. Τουλοὺτ καὶ εἶχε μετ' αὐτοῦ συνομιλίαν εἰς τὰ πλαίσια τοῦ διαλόγου. Ἀντιθέτως, ἡ Ἄγκυρα ἐπικρίνει τὴν ἔκθεσιν τοῦ Γενικοῦ Γραμματέως τοῦ ΟΗΕ κ. Οὺ Θάντ, διότι χαρακτηρίζει ὡς ἀκινδύνους τὰς ὀχυρώσεις τῆς κυπριακῆς φρουρᾶς. (790, 190, 982, 283)
